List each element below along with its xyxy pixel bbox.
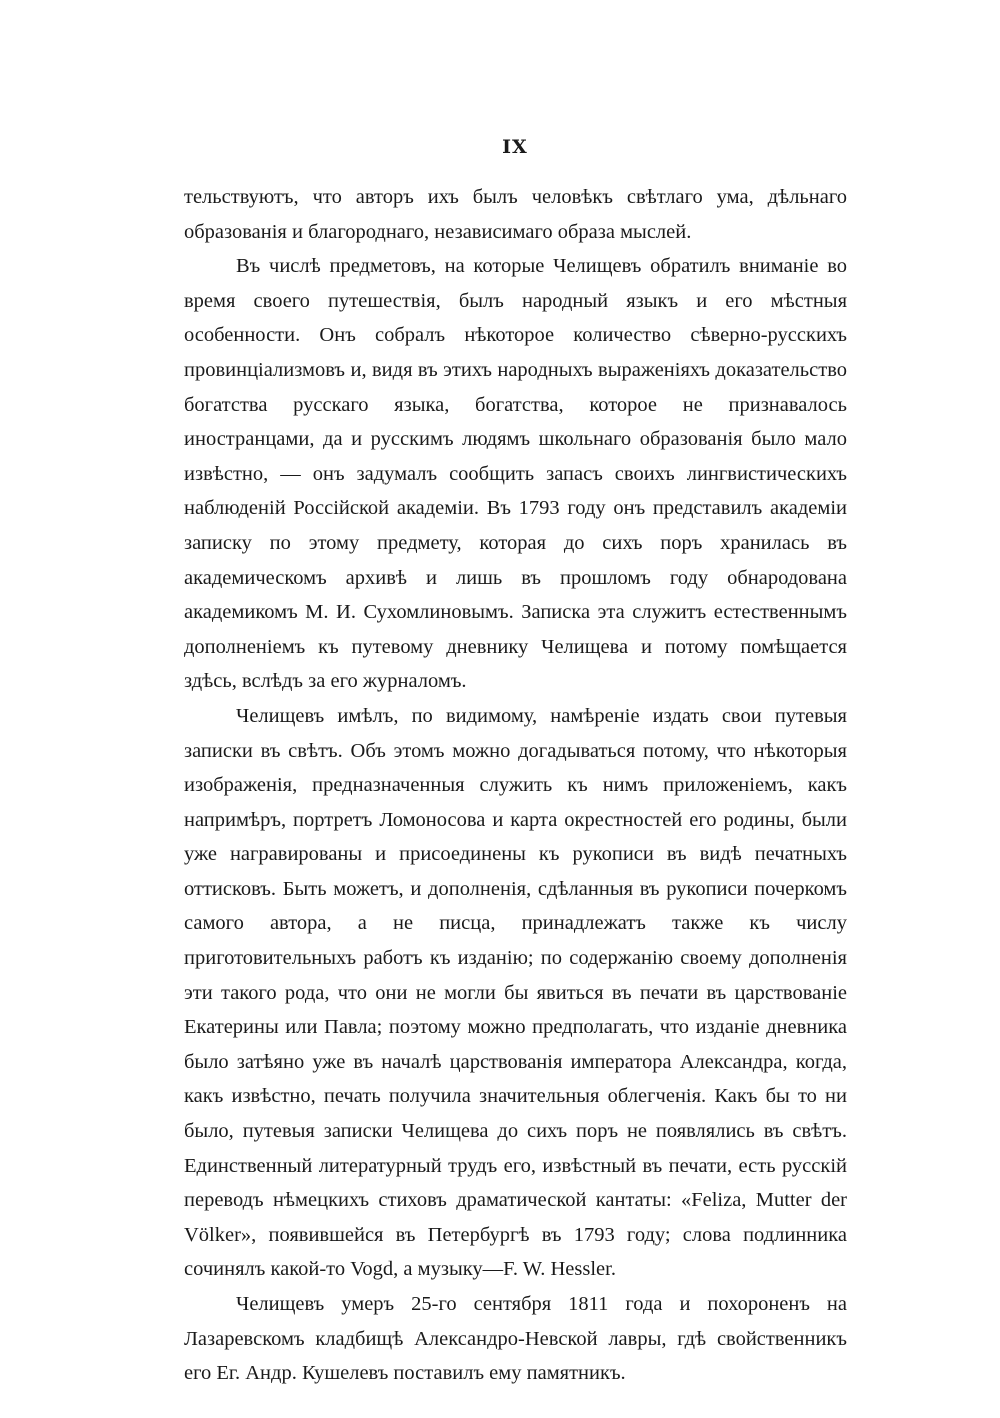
paragraph-1: тельствуютъ, что авторъ ихъ былъ человѣкъ свѣтлаго ума, дѣльнаго образованія и благороднаго, независимаго образа мыслей. <box>184 186 847 243</box>
page-number: IX <box>502 136 528 158</box>
body-text <box>184 180 847 1391</box>
paragraph-3: Челищевъ имѣлъ, по видимому, намѣреніе издать свои путевыя записки въ свѣтъ. Объ этомъ можно догадываться потому, что нѣкоторыя изображенія, предназначенныя служить къ нимъ приложеніемъ, какъ напримѣръ, портретъ Ломоносова и карта окрестностей его родины, были уже награвированы и присоединены къ рукописи въ видѣ печатныхъ оттисковъ. Быть можетъ, и дополненія, сдѣланныя въ рукописи почеркомъ самого автора, а не писца, принадлежатъ также къ числу приготовительныхъ работъ къ изданію; по содержанію своему дополненія эти такого рода, что они не могли бы явиться въ печати въ царствованіе Екатерины или Павла; поэтому можно предполагать, что изданіе дневника было затѣяно уже въ началѣ царствованія императора Александра, когда, какъ извѣстно, печать получила значительныя облегченія. Какъ бы то ни было, путевыя записки Челищева до сихъ поръ не появлялись въ свѣтъ. Единственный литературный трудъ его, извѣстный въ печати, есть русскій переводъ нѣмецкихъ стиховъ драматической кантаты: «Feliza, Mutter der Völker», появившейся въ Петербургѣ въ 1793 году; слова подлинника сочинялъ какой-то Vogd, а музыку—F. W. Hessler. <box>184 704 847 1281</box>
paragraph-2: Въ числѣ предметовъ, на которые Челищевъ обратилъ вниманіе во время своего путешествія, былъ народный языкъ и его мѣстныя особенности. Онъ собралъ нѣкоторое количество сѣверно-русскихъ провинціализмовъ и, видя въ этихъ народныхъ выраженіяхъ доказательство богатства русскаго языка, богатства, которое не признавалось иностранцами, да и русскимъ людямъ школьнаго образованія было мало извѣстно, — онъ задумалъ сообщить запасъ своихъ лингвистическихъ наблюденій Россійской академіи. Въ 1793 году онъ представилъ академіи записку по этому предмету, которая до сихъ поръ хранилась въ академическомъ архивѣ и лишь въ прошломъ году обнародована академикомъ М. И. Сухомлиновымъ. Записка эта служитъ естественнымъ дополненіемъ къ путевому дневнику Челищева и потому помѣщается здѣсь, вслѣдъ за его журналомъ. <box>184 255 847 693</box>
paragraph-4: Челищевъ умеръ 25-го сентября 1811 года и похороненъ на Лазаревскомъ кладбищѣ Александро-Невской лавры, гдѣ свойственникъ его Ег. Андр. Кушелевъ поставилъ ему памятникъ. <box>184 1293 847 1385</box>
